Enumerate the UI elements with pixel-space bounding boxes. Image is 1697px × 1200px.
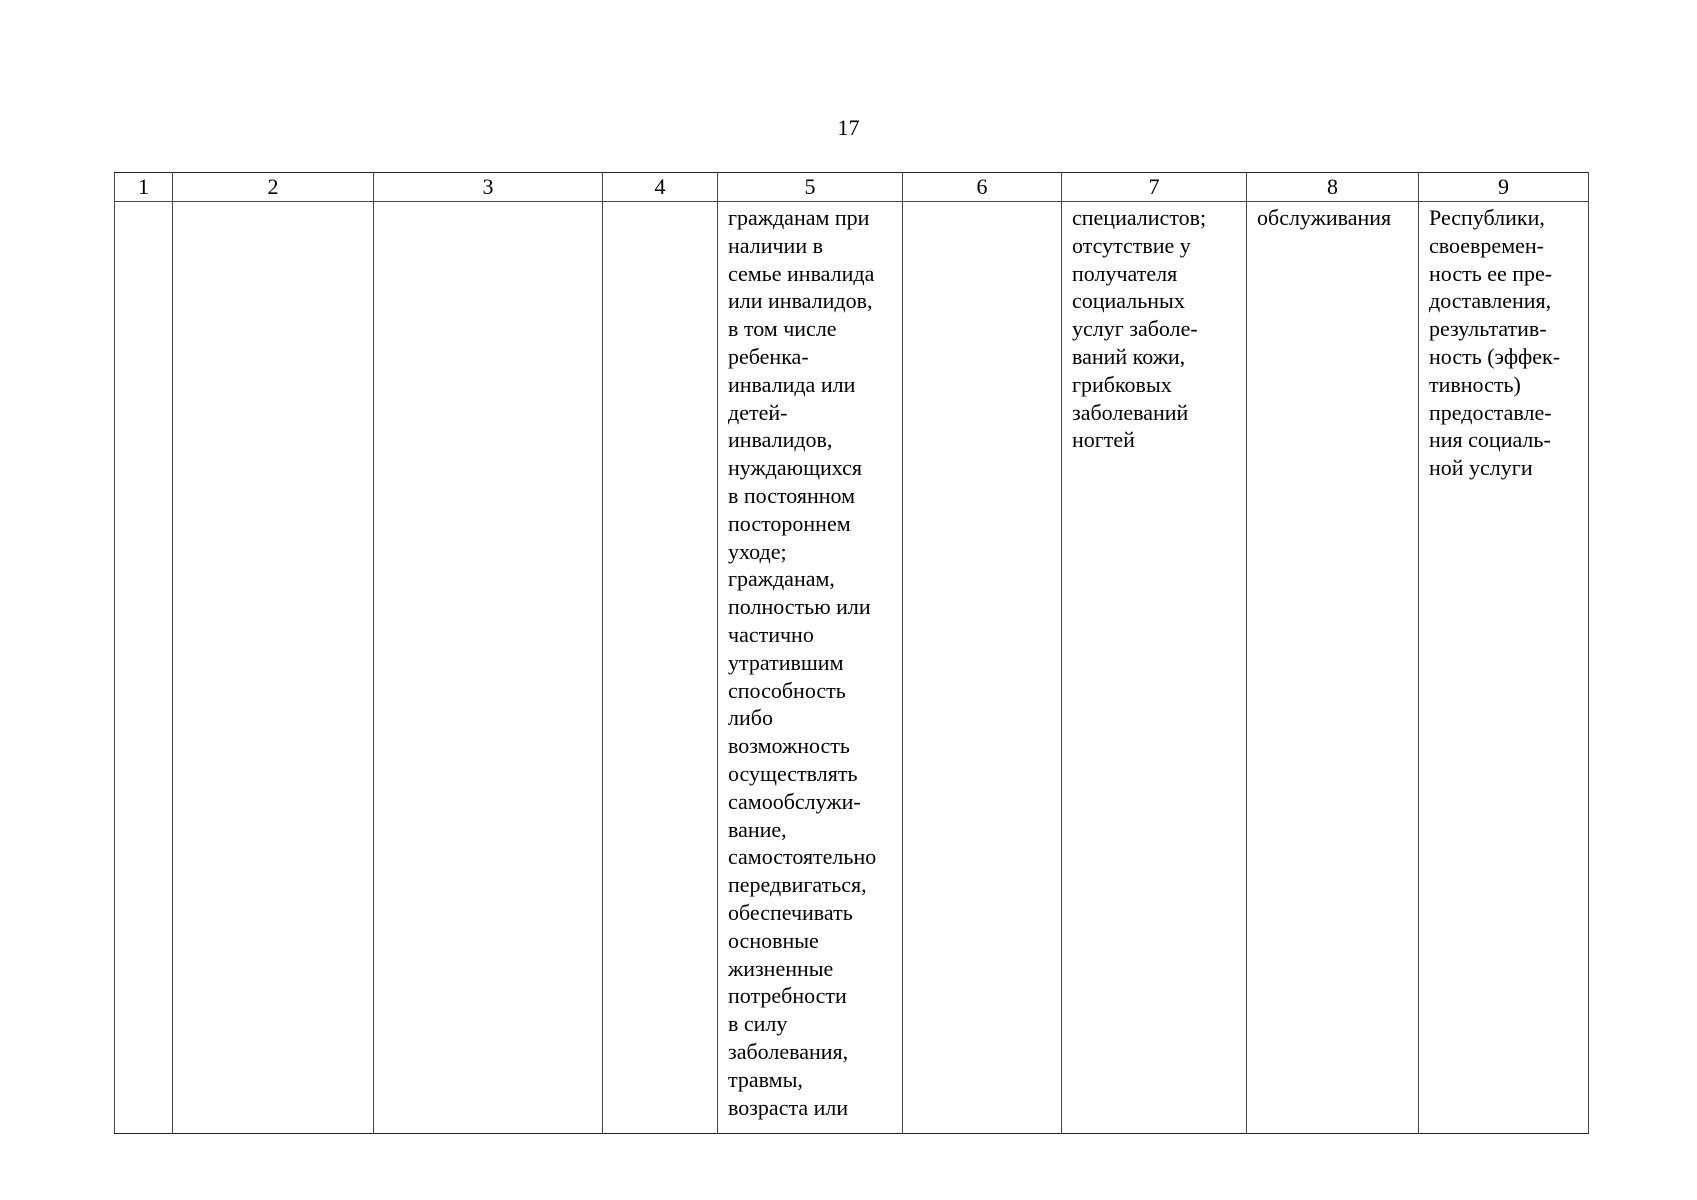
header-row (115, 173, 1589, 202)
cell-col-6 (903, 202, 1062, 1134)
column-header-4: 4 (603, 173, 718, 202)
column-header-9: 9 (1419, 173, 1589, 202)
cell-col-4 (603, 202, 718, 1134)
column-header-2: 2 (173, 173, 374, 202)
cell-service-type: обслуживания (1247, 202, 1419, 1134)
cell-criteria: специалистов; отсутствие у получателя социальных услуг заболе- ваний кожи, грибковых заболеваний ногтей (1062, 202, 1247, 1134)
page-number: 17 (837, 115, 860, 140)
column-header-3: 3 (374, 173, 603, 202)
cell-col-3 (374, 202, 603, 1134)
services-table (114, 172, 1589, 1134)
column-header-1: 1 (115, 173, 173, 202)
table-row (115, 202, 1589, 1134)
column-header-5: 5 (718, 173, 903, 202)
cell-recipients: гражданам при наличии в семье инвалида или инвалидов, в том числе ребенка- инвалида или детей- инвалидов, нуждающихся в постоянном постороннем уходе; гражданам, полностью или частично утратившим способность либо возможность осуществлять самообслужи- вание, самостоятельно передвигаться, обеспечивать основные жизненные потребности в силу заболевания, травмы, возраста или (718, 202, 903, 1134)
cell-col-2 (173, 202, 374, 1134)
column-header-6: 6 (903, 173, 1062, 202)
column-header-7: 7 (1062, 173, 1247, 202)
cell-quality-indicators: Республики, своевремен- ность ее пре- доставления, результатив- ность (эффек- тивность) предоставле- ния социаль- ной услуги (1419, 202, 1589, 1134)
cell-col-1 (115, 202, 173, 1134)
column-header-8: 8 (1247, 173, 1419, 202)
